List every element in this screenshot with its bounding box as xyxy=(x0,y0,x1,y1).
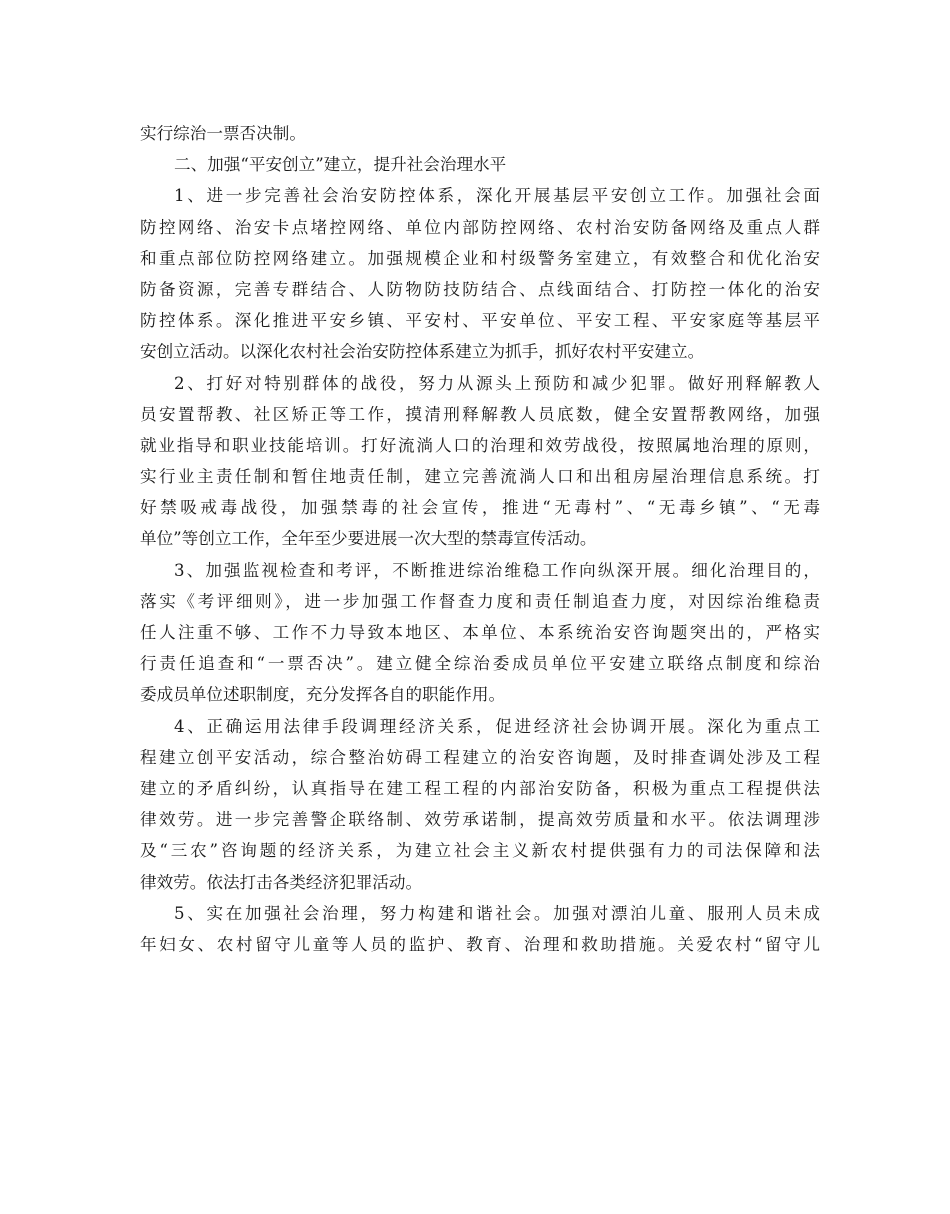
text-line: 实行综治一票否决制。 xyxy=(140,124,306,143)
text-line: 1、进一步完善社会治安防控体系，深化开展基层平安创立工作。加强社会面 xyxy=(174,186,820,206)
text-line: 落实《考评细则》，进一步加强工作督查力度和责任制追查力度，对因综治维稳责 xyxy=(140,591,820,611)
text-line: 年妇女、农村留守儿童等人员的监护、教育、治理和救助措施。关爱农村“留守儿 xyxy=(140,934,820,954)
text-line: 4、正确运用法律手段调理经济关系，促进经济社会协调开展。深化为重点工 xyxy=(174,716,820,736)
text-line: 防控体系。深化推进平安乡镇、平安村、平安单位、平安工程、平安家庭等基层平 xyxy=(140,311,820,331)
paragraph-item-5 xyxy=(140,898,820,960)
paragraph-item-1 xyxy=(140,180,820,367)
text-line: 律效劳。依法打击各类经济犯罪活动。 xyxy=(140,872,423,892)
text-line: 实行业主责任制和暂住地责任制，建立完善流淌人口和出租房屋治理信息系统。打 xyxy=(140,467,820,487)
text-line: 及“三农”咨询题的经济关系，为建立社会主义新农村提供强有力的司法保障和法 xyxy=(140,841,820,861)
text-line: 委成员单位述职制度，充分发挥各自的职能作用。 xyxy=(140,685,506,705)
paragraph-item-4 xyxy=(140,711,820,898)
text-line: 2、打好对特别群体的战役，努力从源头上预防和减少犯罪。做好刑释解教人 xyxy=(174,373,820,393)
text-line: 安创立活动。以深化农村社会治安防控体系建立为抓手，抓好农村平安建立。 xyxy=(140,342,705,362)
text-line: 员安置帮教、社区矫正等工作，摸清刑释解教人员底数，健全安置帮教网络，加强 xyxy=(140,404,820,424)
text-line: 任人注重不够、工作不力导致本地区、本单位、本系统治安咨询题突出的，严格实 xyxy=(140,623,820,642)
text-line: 程建立创平安活动，综合整治妨碍工程建立的治安咨询题，及时排查调处涉及工程 xyxy=(140,747,820,767)
text-line: 建立的矛盾纠纷，认真指导在建工程工程的内部治安防备，积极为重点工程提供法 xyxy=(140,778,820,798)
text-line: 防备资源，完善专群结合、人防物防技防结合、点线面结合、打防控一体化的治安 xyxy=(140,279,820,299)
heading-line: 二、加强“平安创立”建立，提升社会治理水平 xyxy=(174,155,507,175)
paragraph-item-3 xyxy=(140,555,820,711)
text-line: 单位”等创立工作，全年至少要进展一次大型的禁毒宣传活动。 xyxy=(140,529,597,549)
document-page xyxy=(140,118,820,960)
text-line: 和重点部位防控网络建立。加强规模企业和村级警务室建立，有效整合和优化治安 xyxy=(140,248,820,268)
text-line: 3、加强监视检查和考评，不断推进综治维稳工作向纵深开展。细化治理目的， xyxy=(174,560,820,580)
text-line: 就业指导和职业技能培训。打好流淌人口的治理和效劳战役，按照属地治理的原则， xyxy=(140,435,820,455)
text-line: 5、实在加强社会治理，努力构建和谐社会。加强对漂泊儿童、服刑人员未成 xyxy=(174,903,820,923)
text-line: 防控网络、治安卡点堵控网络、单位内部防控网络、农村治安防备网络及重点人群 xyxy=(140,217,820,237)
paragraph-continuation xyxy=(140,118,820,149)
text-line: 好禁吸戒毒战役，加强禁毒的社会宣传，推进“无毒村”、“无毒乡镇”、“无毒 xyxy=(140,498,820,518)
section-heading xyxy=(140,149,820,180)
paragraph-item-2 xyxy=(140,368,820,555)
text-line: 律效劳。进一步完善警企联络制、效劳承诺制，提高效劳质量和水平。依法调理涉 xyxy=(140,810,820,830)
text-line: 行责任追查和“一票否决”。建立健全综治委成员单位平安建立联络点制度和综治 xyxy=(140,654,820,674)
